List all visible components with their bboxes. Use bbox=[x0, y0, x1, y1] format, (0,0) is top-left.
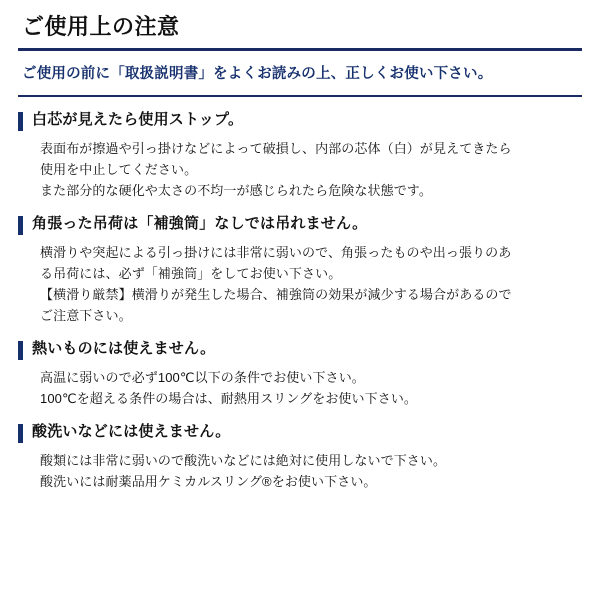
notice-section bbox=[18, 215, 582, 326]
body-line: また部分的な硬化や太さの不均一が感じられたら危険な状態です。 bbox=[40, 182, 432, 198]
body-line: 酸洗いには耐薬品用ケミカルスリング®をお使い下さい。 bbox=[40, 474, 377, 490]
title-divider bbox=[18, 48, 582, 51]
bar-marker-icon bbox=[18, 424, 23, 443]
section-heading bbox=[18, 423, 582, 443]
body-line: 【横滑り厳禁】横滑りが発生した場合、補強筒の効果が減少する場合があるので bbox=[40, 286, 512, 302]
body-line: 横滑りや突起による引っ掛けには非常に弱いので、角張ったものや出っ張りのあ bbox=[40, 244, 512, 260]
section-heading bbox=[18, 215, 582, 235]
body-line: る吊荷には、必ず「補強筒」をしてお使い下さい。 bbox=[40, 265, 342, 281]
lead-instruction: ご使用の前に「取扱説明書」をよくお読みの上、正しくお使い下さい。 bbox=[22, 66, 493, 83]
section-title: 酸洗いなどには使えません。 bbox=[32, 423, 231, 441]
section-body bbox=[18, 450, 582, 492]
notice-section bbox=[18, 423, 582, 492]
body-line: 使用を中止してください。 bbox=[40, 161, 198, 177]
section-title: 白芯が見えたら使用ストップ。 bbox=[32, 110, 244, 128]
page-title: ご使用上の注意 bbox=[22, 14, 180, 39]
body-line: ご注意下さい。 bbox=[40, 307, 132, 323]
section-title: 熱いものには使えません。 bbox=[32, 340, 216, 358]
section-title: 角張った吊荷は「補強筒」なしでは吊れません。 bbox=[32, 214, 368, 232]
notice-section bbox=[18, 340, 582, 409]
bar-marker-icon bbox=[18, 341, 23, 360]
body-line: 100℃を超える条件の場合は、耐熱用スリングをお使い下さい。 bbox=[40, 391, 418, 407]
section-body bbox=[18, 242, 582, 326]
lead-divider bbox=[18, 95, 582, 97]
bar-marker-icon bbox=[18, 112, 23, 131]
section-body bbox=[18, 138, 582, 201]
section-heading bbox=[18, 111, 582, 131]
notice-section bbox=[18, 111, 582, 201]
body-line: 酸類には非常に弱いので酸洗いなどには絶対に使用しないで下さい。 bbox=[40, 453, 447, 469]
body-line: 表面布が擦過や引っ掛けなどによって破損し、内部の芯体（白）が見えてきたら bbox=[40, 140, 512, 156]
section-body bbox=[18, 367, 582, 409]
body-line: 高温に弱いので必ず100℃以下の条件でお使い下さい。 bbox=[40, 370, 365, 386]
bar-marker-icon bbox=[18, 216, 23, 235]
section-heading bbox=[18, 340, 582, 360]
